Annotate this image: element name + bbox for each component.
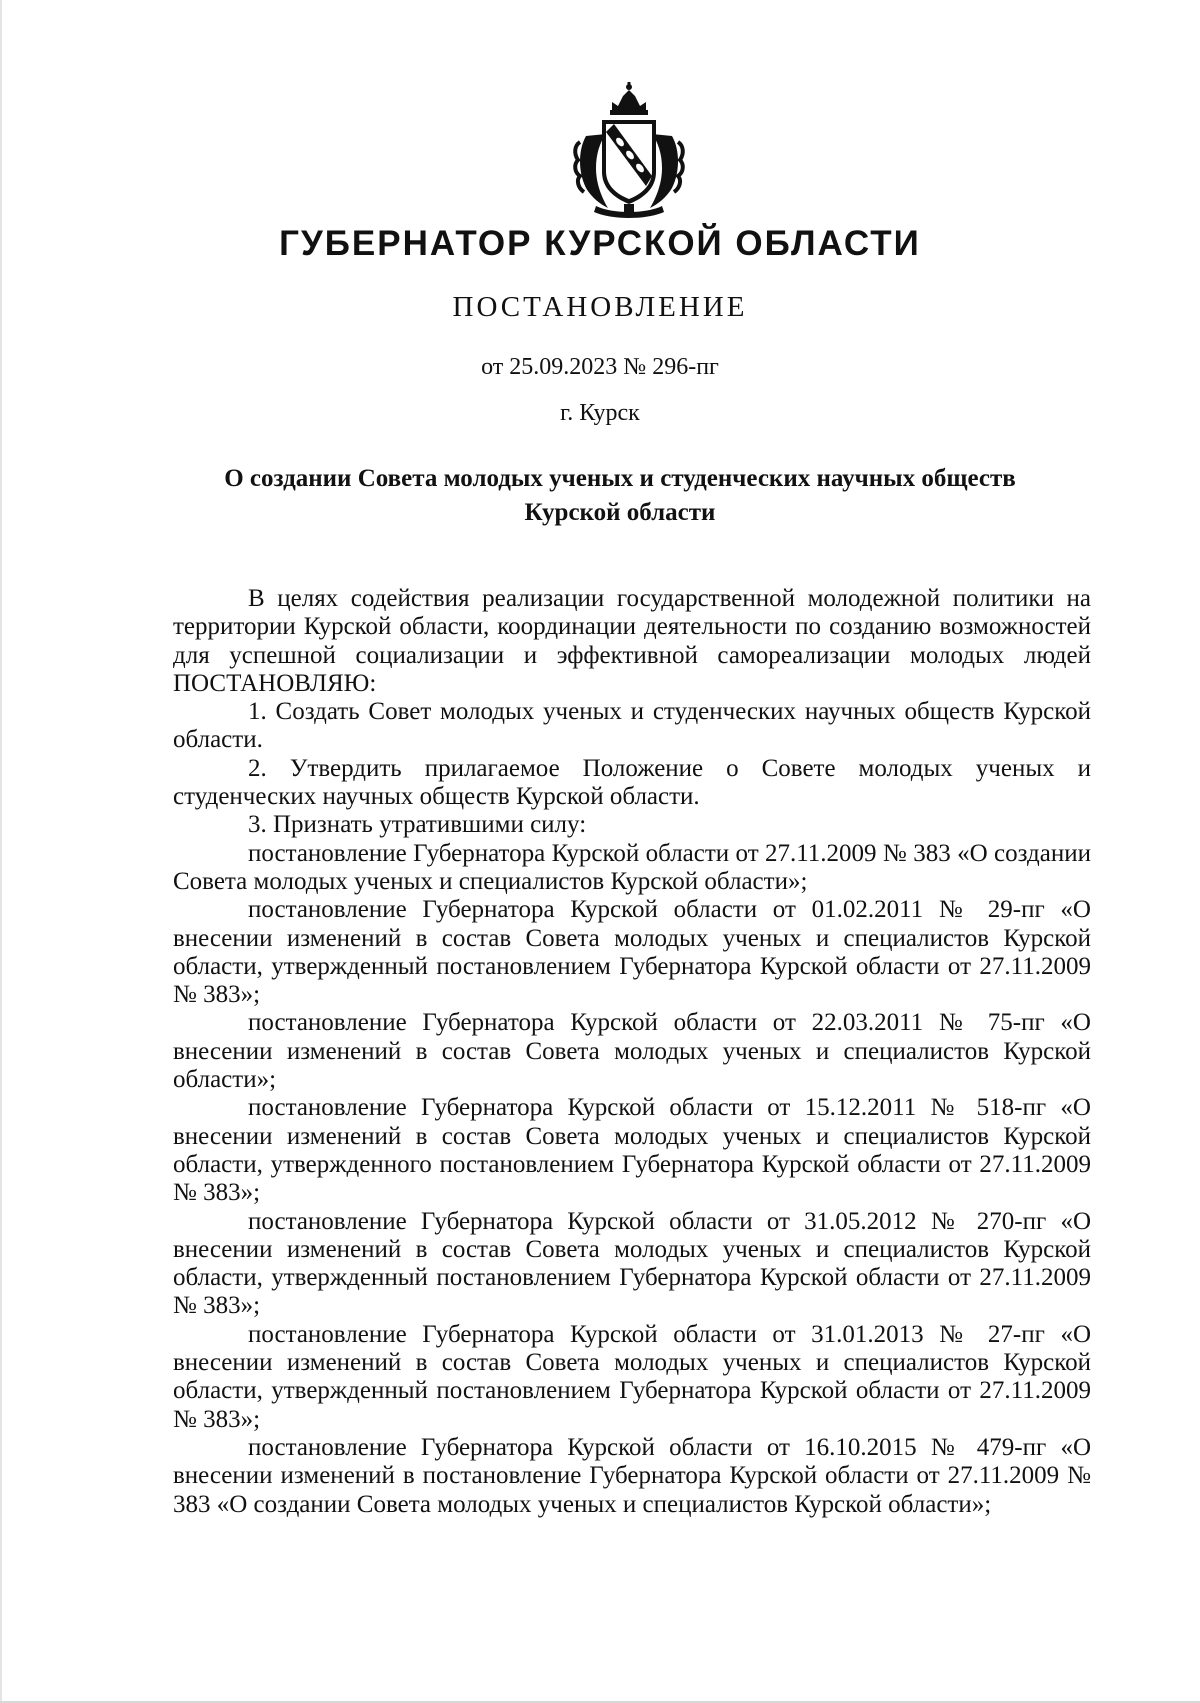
subject-line-1: О создании Совета молодых ученых и студенческих научных обществ [224,465,1016,492]
body-paragraph: постановление Губернатора Курской области от 31.01.2013 № 27-пг «О внесении изменений в состав Совета молодых ученых и специалистов Курской области, утвержденный постановлением Губернатора Курской области от 27.11.2009 № 383»; [173,1320,1091,1433]
kursk-coat-of-arms-icon [568,80,690,218]
body-paragraph: постановление Губернатора Курской области от 15.12.2011 № 518-пг «О внесении изменений в состав Совета молодых ученых и специалистов Курской области, утвержденного постановлением Губернатора Курской области от 27.11.2009 № 383»; [173,1094,1091,1207]
body-paragraph: постановление Губернатора Курской области от 16.10.2015 № 479-пг «О внесении изменений в постановление Губернатора Курской области от 27.11.2009 № 383 «О создании Совета молодых ученых и специалистов Курской области»; [173,1433,1091,1518]
body-paragraph: 1. Создать Совет молодых ученых и студенческих научных обществ Курской области. [173,698,1091,754]
body-paragraph: постановление Губернатора Курской области от 31.05.2012 № 270-пг «О внесении изменений в состав Совета молодых ученых и специалистов Курской области, утвержденный постановлением Губернатора Курской области от 27.11.2009 № 383»; [173,1207,1091,1320]
body-paragraph: 2. Утвердить прилагаемое Положение о Совете молодых ученых и студенческих научных обществ Курской области. [173,754,1091,811]
document-type: ПОСТАНОВЛЕНИЕ [452,291,748,323]
body-paragraph: 3. Признать утратившими силу: [248,811,587,839]
issuing-authority: ГУБЕРНАТОР КУРСКОЙ ОБЛАСТИ [279,224,921,263]
document-city: г. Курск [560,400,640,426]
body-paragraph: В целях содействия реализации государственной молодежной политики на территории Курской области, координации деятельности по созданию возможностей для успешной социализации и эффективной самореализации молодых людей ПОСТАНОВЛЯЮ: [173,585,1091,697]
document-number: от 25.09.2023 № 296-пг [481,354,719,380]
body-paragraph: постановление Губернатора Курской области от 22.03.2011 № 75-пг «О внесении изменений в состав Совета молодых ученых и специалистов Курской области»; [173,1009,1091,1094]
document-subject [150,462,1090,530]
subject-line-2: Курской области [524,499,716,526]
body-paragraph: постановление Губернатора Курской области от 27.11.2009 № 383 «О создании Совета молодых ученых и специалистов Курской области»; [173,839,1091,895]
document-body [173,585,1091,1519]
body-paragraph: постановление Губернатора Курской области от 01.02.2011 № 29-пг «О внесении изменений в состав Совета молодых ученых и специалистов Курской области, утвержденный постановлением Губернатора Курской области от 27.11.2009 № 383»; [173,896,1091,1009]
